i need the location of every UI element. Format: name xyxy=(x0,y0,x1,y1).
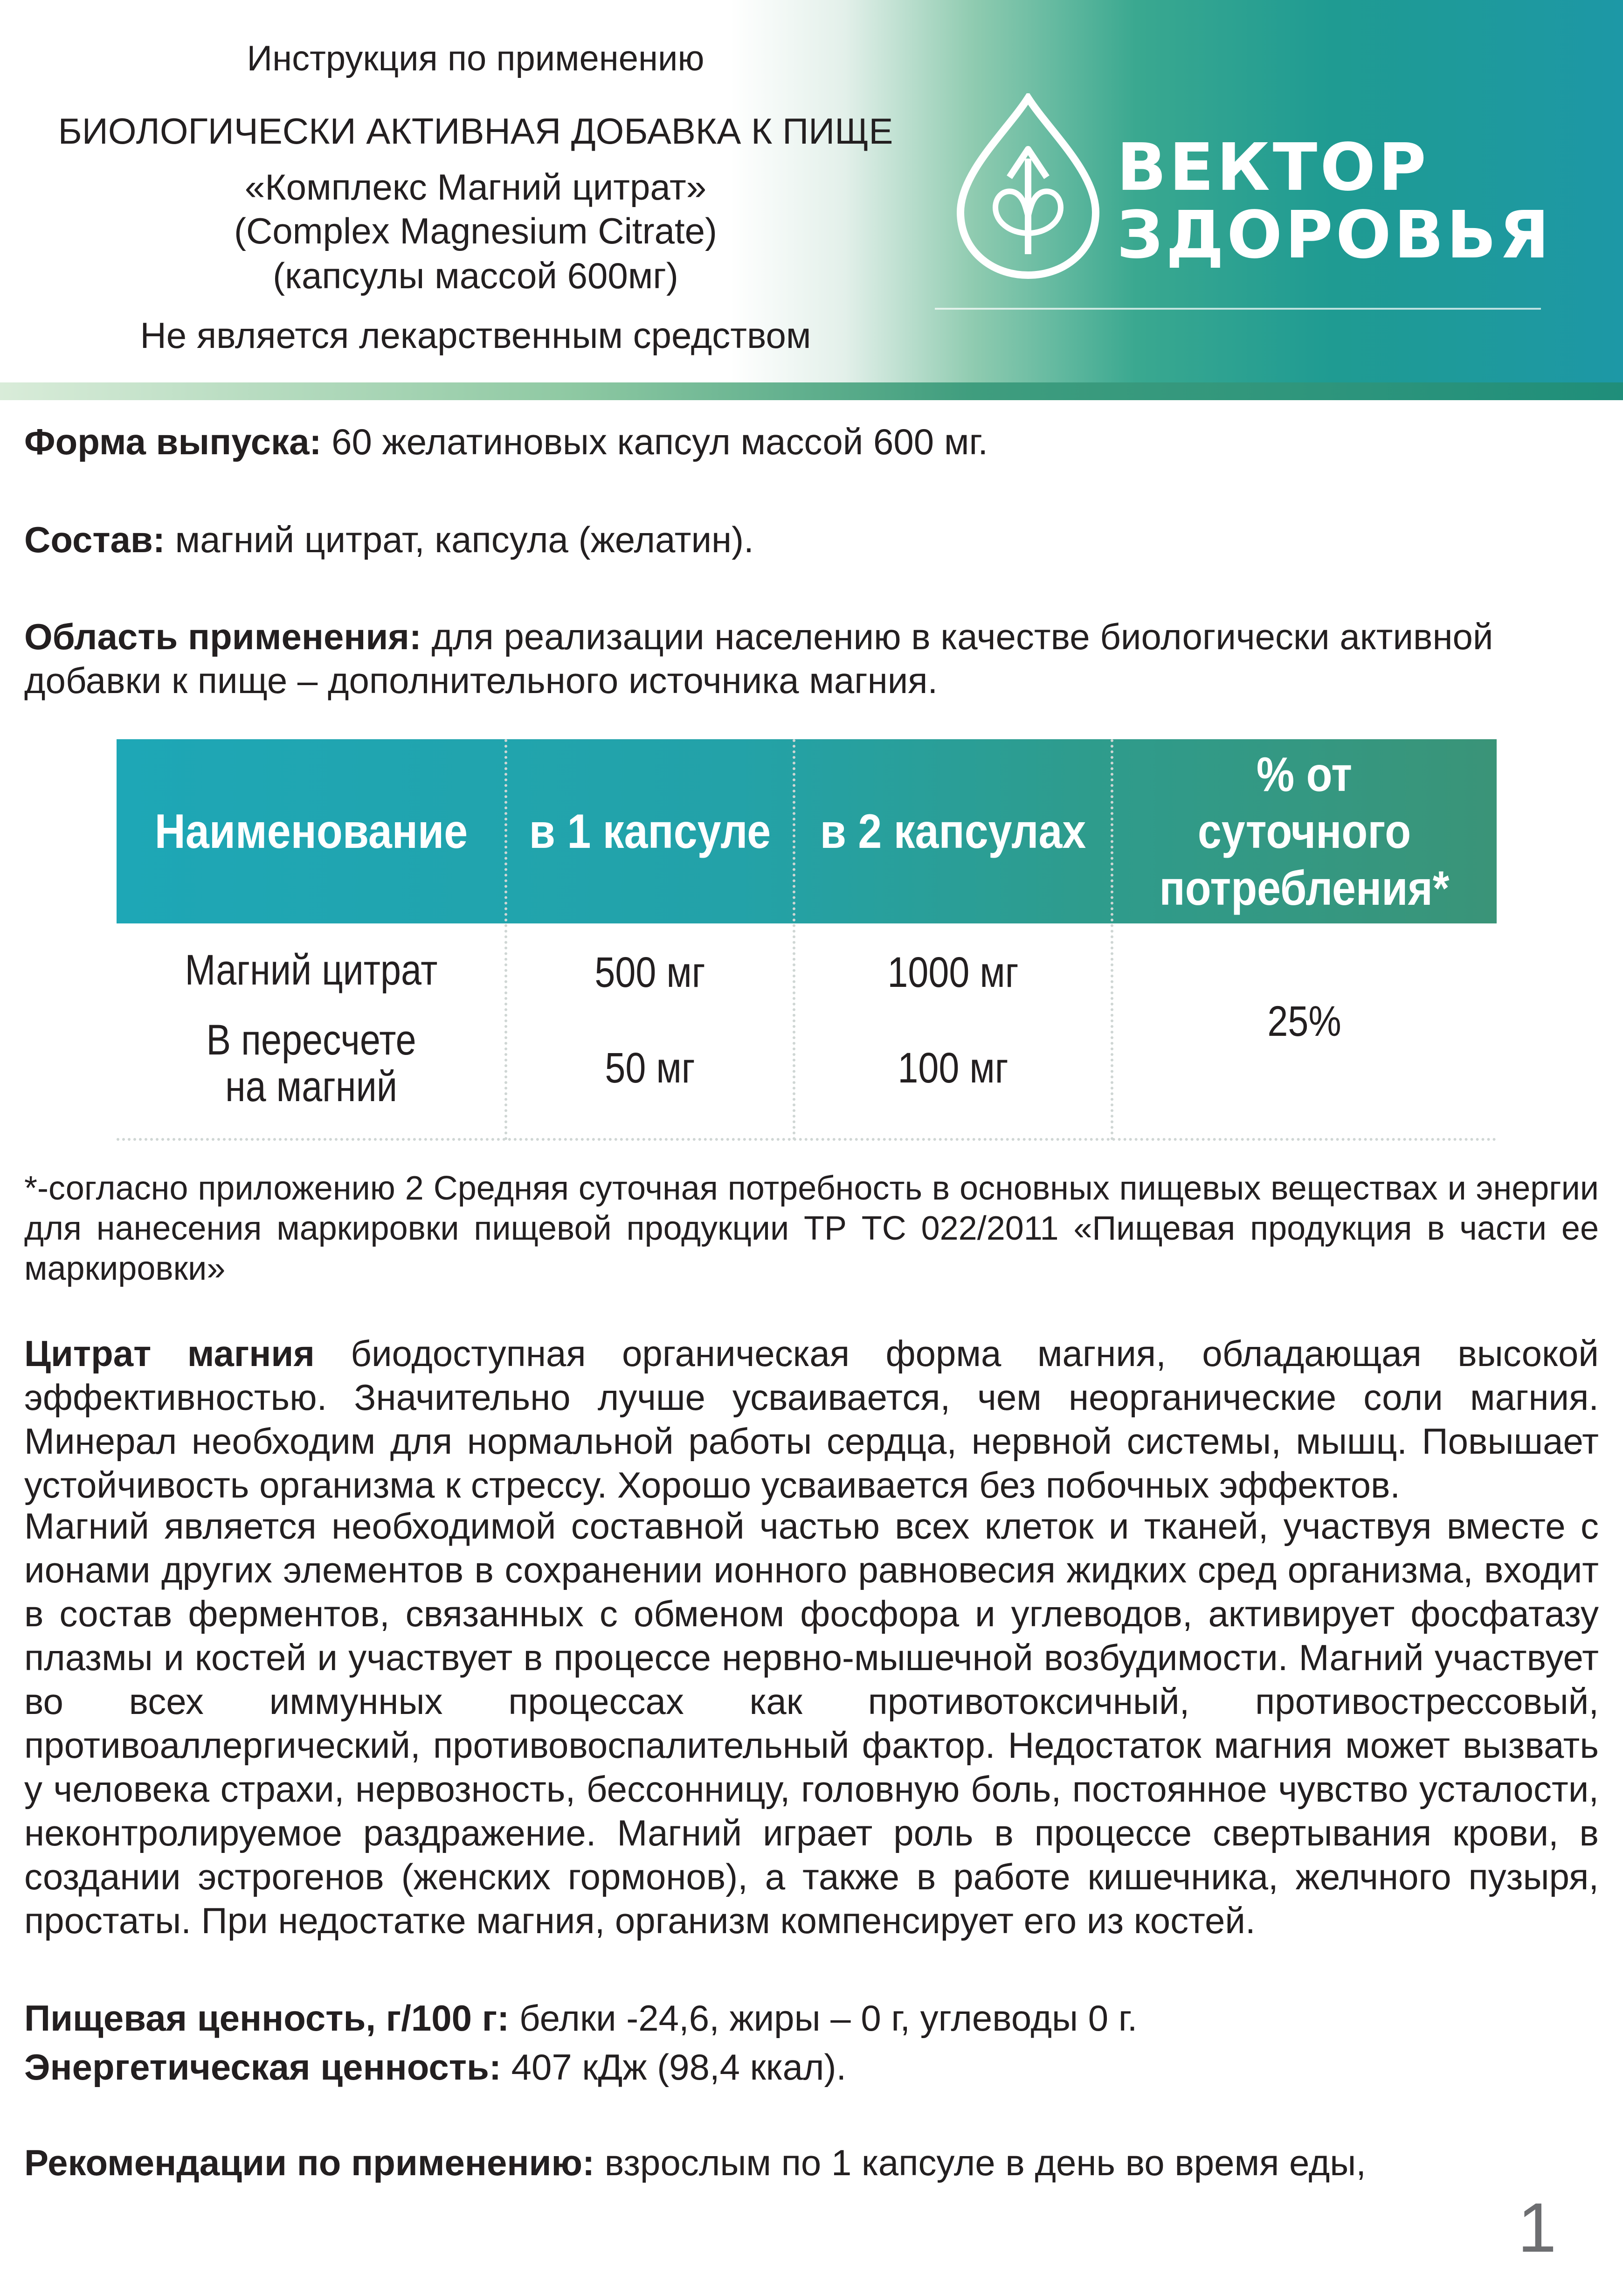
release-form xyxy=(24,420,1599,464)
header-stripe xyxy=(0,382,1623,400)
recommendations xyxy=(24,2141,1599,2185)
table-cell-daily-percent: 25% xyxy=(1267,998,1341,1045)
composition-label: Состав: xyxy=(24,519,165,560)
product-name-en: (Complex Magnesium Citrate) xyxy=(234,210,717,251)
table-header-two-capsules: в 2 капсулах xyxy=(820,804,1086,859)
application-area-text: для реализации населению в качестве биологически активной добавки к пище – дополнительного источника магния. xyxy=(24,616,1493,701)
table-divider xyxy=(504,739,507,1140)
application-area-label: Область применения: xyxy=(24,616,421,657)
page-number: 1 xyxy=(1518,2188,1557,2267)
product-category: БИОЛОГИЧЕСКИ АКТИВНАЯ ДОБАВКА К ПИЩЕ xyxy=(58,111,893,152)
table-header-name: Наименование xyxy=(154,804,468,859)
energy-value xyxy=(24,2045,1599,2089)
table-divider xyxy=(1111,739,1113,1140)
description-text-1: биодоступная органическая форма магния, обладающая высокой эффективностью. Значительно лучше усваивается, чем неорганические соли магния. Минерал необходим для нормальной работы сердца, нервной системы, мышц. Повышает устойчивость организма к стрессу. Хорошо усваивается без побочных эффектов. xyxy=(24,1333,1599,1505)
table-cell-name: Магний цитрат xyxy=(185,946,438,994)
nutrition-text: белки -24,6, жиры – 0 г, углеводы 0 г. xyxy=(509,1998,1138,2039)
capsule-note: (капсулы массой 600мг) xyxy=(273,255,678,296)
recommendations-text: взрослым по 1 капсуле в день во время еды, xyxy=(594,2142,1366,2183)
table-divider xyxy=(793,739,795,1140)
footnote: *-согласно приложению 2 Средняя суточная потребность в основных пищевых веществах и энергии для нанесения маркировки пищевой продукции ТР ТС 022/2011 «Пищевая продукция в части ее маркировки» xyxy=(24,1170,1599,1287)
table-cell-one: 50 мг xyxy=(605,1044,695,1092)
brand-name-line1: ВЕКТОР xyxy=(1117,130,1429,206)
disclaimer: Не является лекарственным средством xyxy=(140,315,811,356)
composition-text: магний цитрат, капсула (желатин). xyxy=(165,519,754,560)
release-form-label: Форма выпуска: xyxy=(24,421,322,462)
table-bottom-divider xyxy=(117,1138,1497,1141)
description-paragraph-2: Магний является необходимой составной частью всех клеток и тканей, участвуя вместе с ионами других элементов в сохранении ионного равновесия жидких сред организма, входит в состав ферментов, связанных с обменом фосфора и углеводов, активирует фосфатазу плазмы и костей и участвует в процессе нервно-мышечной возбудимости. Магний участвует во всех иммунных процессах как противотоксичный, противострессовый, противоаллергический, противовоспалительный фактор. Недостаток магния может вызвать у человека страхи, нервозность, бессонницу, головную боль, постоянное чувство усталости, неконтролируемое раздражение. Магний играет роль в процессе свертывания крови, в создании эстрогенов (женских гормонов), а также в работе кишечника, желчного пузыря, простаты. При недостатке магния, организм компенсирует его из костей. xyxy=(24,1505,1599,1941)
instruction-title: Инструкция по применению xyxy=(247,39,704,78)
product-name-ru: «Комплекс Магний цитрат» xyxy=(244,166,707,208)
nutrition-label: Пищевая ценность, г/100 г: xyxy=(24,1998,510,2039)
table-header-daily-percent: % от суточного потребления* xyxy=(1159,747,1450,916)
composition-table xyxy=(117,739,1497,1140)
table-cell-name: В пересчете на магний xyxy=(206,1016,416,1110)
leaf-drop-arrow-icon xyxy=(951,93,1105,280)
table-cell-two: 1000 мг xyxy=(887,949,1019,996)
brand-name-line2: ЗДОРОВЬЯ xyxy=(1117,197,1553,273)
recommendations-label: Рекомендации по применению: xyxy=(24,2142,595,2183)
description-paragraph-1 xyxy=(24,1332,1599,1507)
energy-label: Энергетическая ценность: xyxy=(24,2046,501,2088)
application-area xyxy=(24,615,1599,702)
description-label: Цитрат магния xyxy=(24,1333,315,1374)
table-cell-one: 500 мг xyxy=(594,949,705,996)
table-cell-two: 100 мг xyxy=(898,1044,1008,1092)
energy-text: 407 кДж (98,4 ккал). xyxy=(501,2046,847,2088)
release-form-text: 60 желатиновых капсул массой 600 мг. xyxy=(321,421,988,462)
composition xyxy=(24,518,1599,562)
table-header-one-capsule: в 1 капсуле xyxy=(529,804,771,859)
nutrition-value xyxy=(24,1996,1599,2040)
brand-divider xyxy=(935,308,1541,310)
